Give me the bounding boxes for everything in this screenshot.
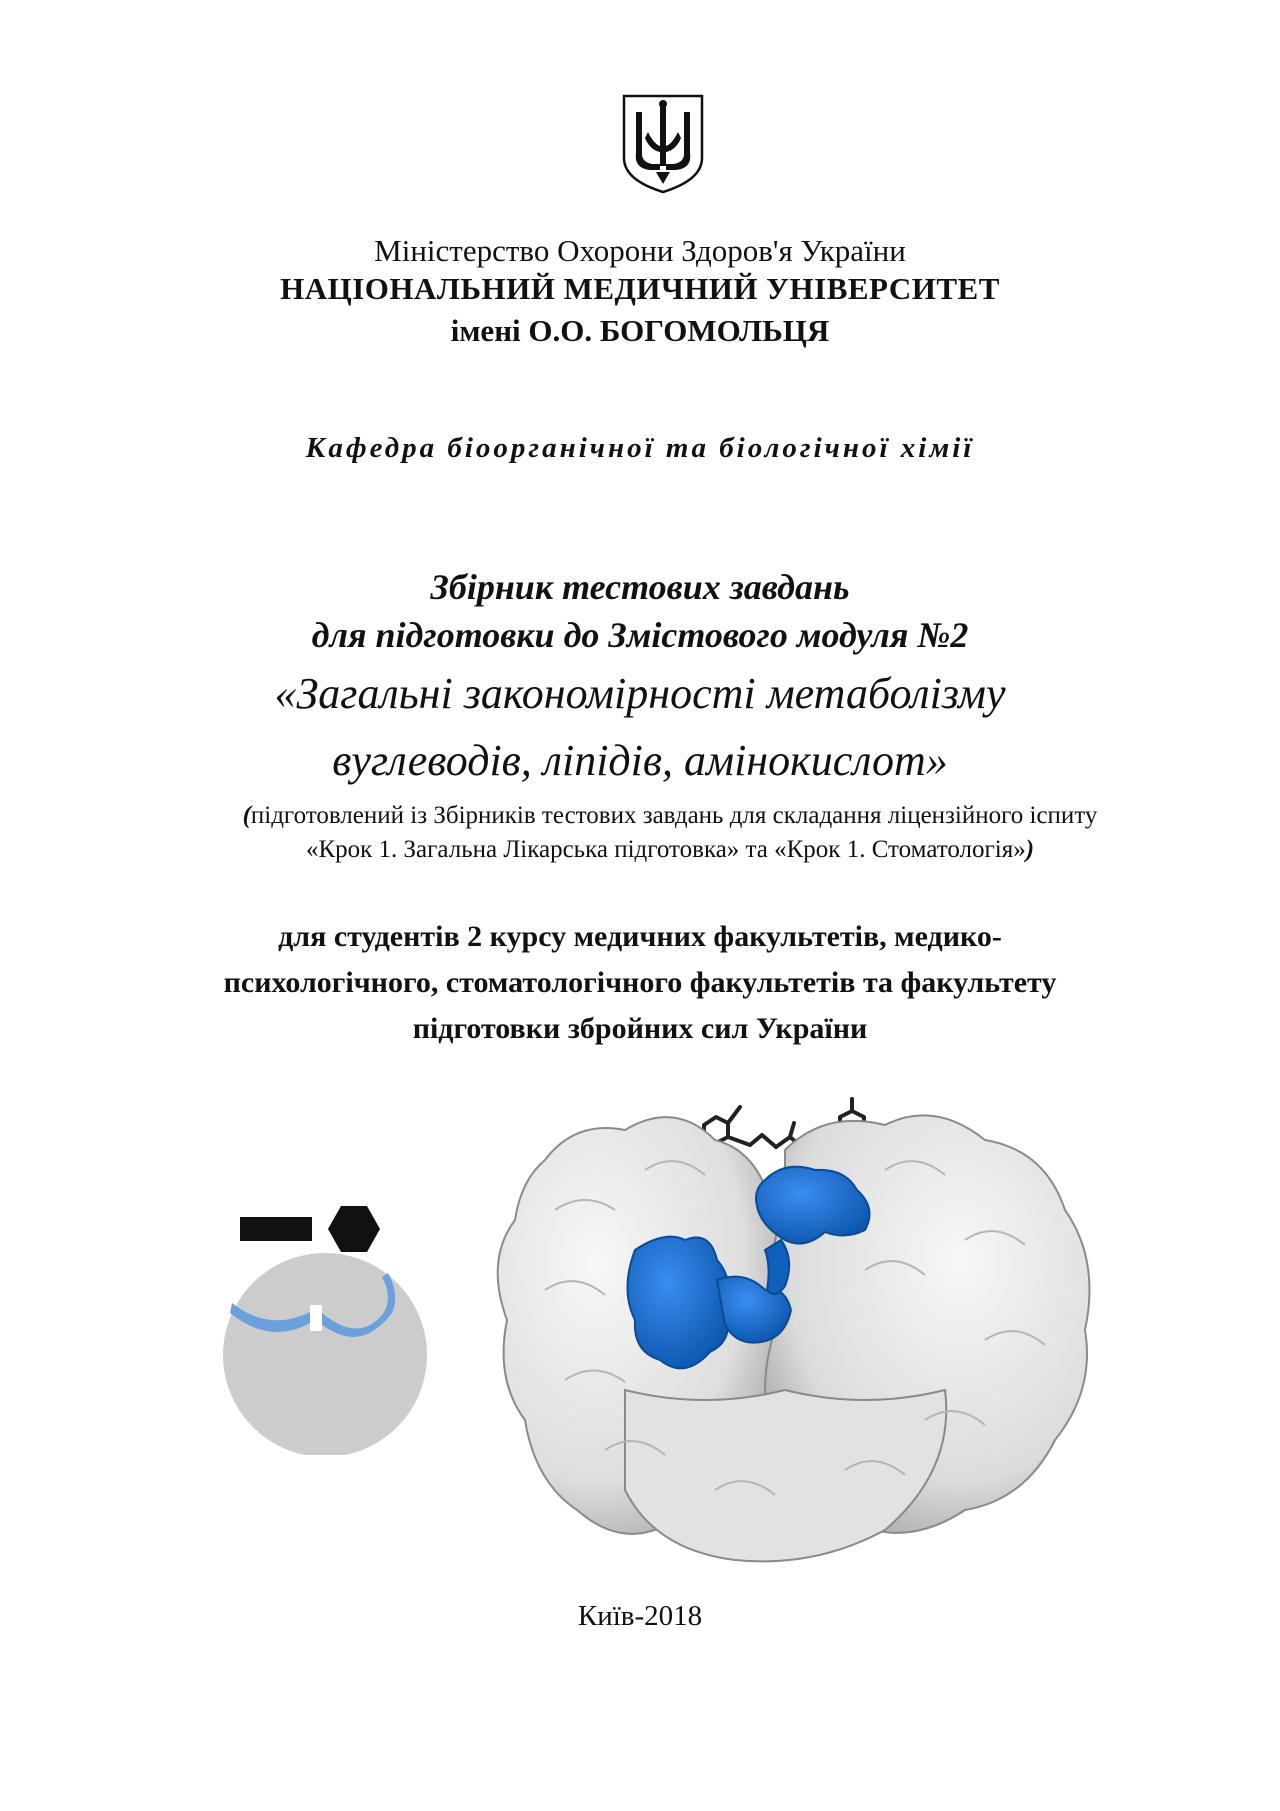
note-line2-text: «Крок 1. Загальна Лікарська підготовка» та «Крок 1. Стоматологія» bbox=[305, 836, 1026, 863]
enzyme-circle-shape bbox=[223, 1253, 427, 1455]
active-site-left-shape bbox=[628, 1237, 729, 1369]
binding-site-gap-shape bbox=[310, 1305, 322, 1331]
source-note-line1 bbox=[30, 802, 1280, 830]
university-named-after: імені О.О. БОГОМОЛЬЦЯ bbox=[450, 313, 830, 348]
university-name: НАЦІОНАЛЬНИЙ МЕДИЧНИЙ УНІВЕРСИТЕТ bbox=[280, 271, 1000, 306]
substrate-bar-shape bbox=[240, 1217, 312, 1241]
audience-line1: для студентів 2 курсу медичних факультетів, медико- bbox=[278, 920, 1002, 953]
place-and-year: Київ-2018 bbox=[577, 1600, 703, 1632]
audience-line2: психологічного, стоматологічного факультетів та факультету bbox=[223, 966, 1057, 999]
ministry-name: Міністерство Охорони Здоров'я України bbox=[374, 233, 906, 268]
enzyme-substrate-scheme bbox=[210, 1195, 440, 1455]
collection-title-line2: для підготовки до Змістового модуля №2 bbox=[311, 615, 969, 655]
topic-title-line1: «Загальні закономірності метаболізму bbox=[274, 669, 1006, 718]
substrate-hexagon-shape bbox=[328, 1206, 380, 1252]
trident-coat-of-arms-icon bbox=[620, 92, 706, 196]
protein-surface-illustration bbox=[485, 1090, 1105, 1570]
active-site-right-tail-shape bbox=[765, 1240, 789, 1294]
note-close-paren: ) bbox=[1025, 836, 1035, 863]
note-line1-text: підготовлений із Збірників тестових завдань для складання ліцензійного іспиту bbox=[250, 802, 1098, 829]
topic-title-line2: вуглеводів, ліпідів, амінокислот» bbox=[332, 736, 948, 785]
collection-title-line1: Збірник тестових завдань bbox=[430, 567, 850, 607]
source-note-line2 bbox=[30, 836, 1280, 864]
protein-base-shape bbox=[625, 1390, 946, 1561]
audience-line3: підготовки збройних сил України bbox=[412, 1012, 868, 1045]
note-open-paren: ( bbox=[242, 802, 251, 829]
department-name: Кафедра біоорганічної та біологічної хімії bbox=[305, 432, 975, 464]
